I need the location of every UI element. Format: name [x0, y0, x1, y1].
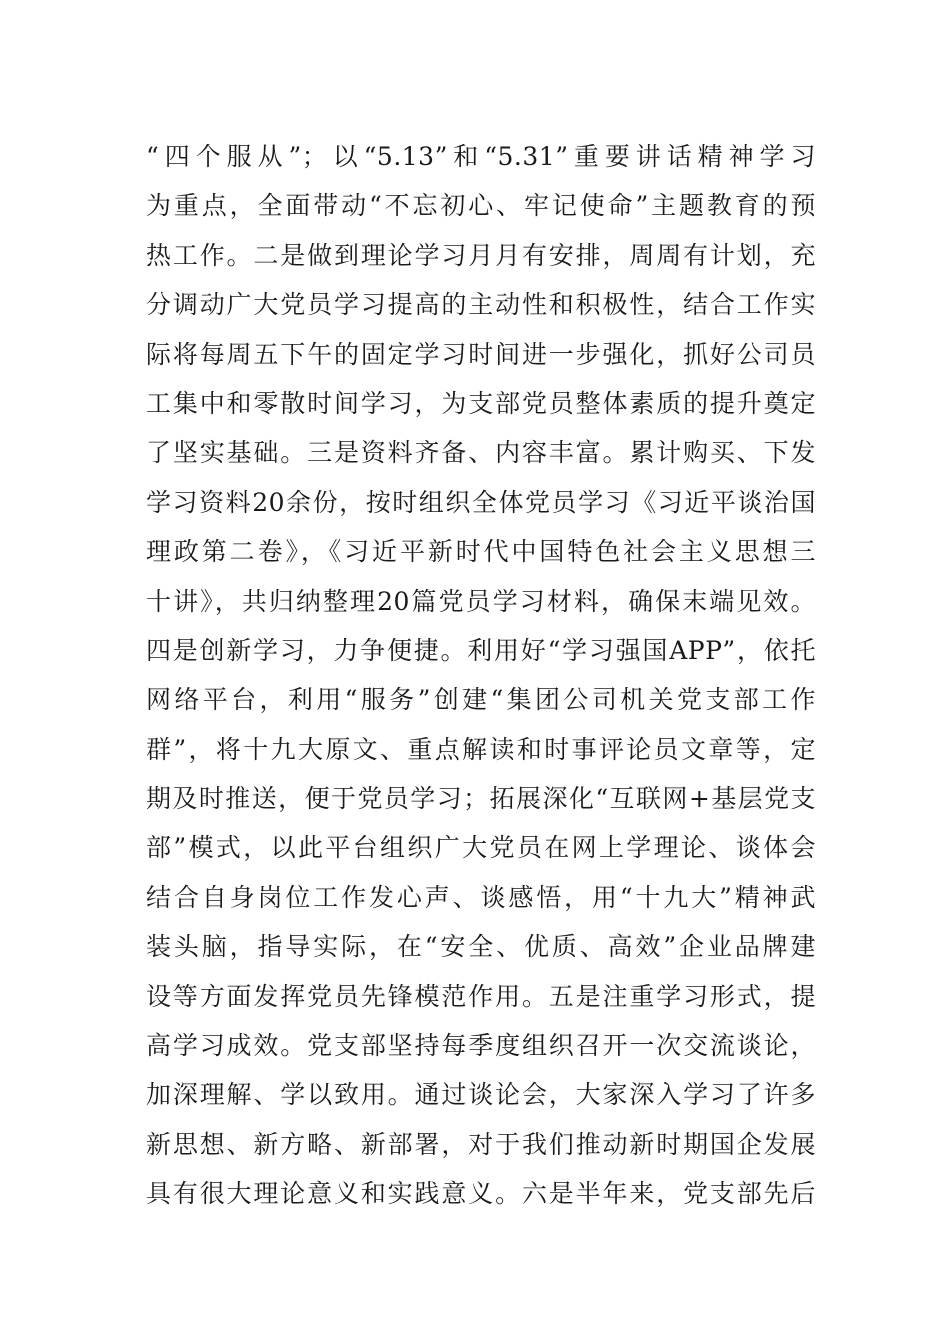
text-line: 具有很大理论意义和实践意义。六是半年来，党支部先后	[146, 1179, 816, 1209]
text-line: 四是创新学习，力争便捷。利用好“学习强国APP”，依托	[146, 635, 816, 665]
text-line: 学习资料20余份，按时组织全体党员学习《习近平谈治国	[146, 487, 816, 517]
text-line: 了坚实基础。三是资料齐备、内容丰富。累计购买、下发	[146, 438, 816, 468]
text-line: 为重点，全面带动“不忘初心、牢记使命”主题教育的预	[146, 191, 816, 221]
text-line: 部”模式，以此平台组织广大党员在网上学理论、谈体会	[146, 833, 816, 863]
text-line: 际将每周五下午的固定学习时间进一步强化，抓好公司员	[146, 339, 816, 369]
text-line: 加深理解、学以致用。通过谈论会，大家深入学习了许多	[146, 1080, 816, 1110]
text-line: “四个服从”；以“5.13”和“5.31”重要讲话精神学习	[146, 142, 816, 171]
text-line: 设等方面发挥党员先锋模范作用。五是注重学习形式，提	[146, 981, 816, 1011]
text-line: 热工作。二是做到理论学习月月有安排，周周有计划，充	[146, 240, 816, 270]
text-line: 工集中和零散时间学习，为支部党员整体素质的提升奠定	[146, 388, 816, 418]
text-line: 网络平台，利用“服务”创建“集团公司机关党支部工作	[146, 685, 816, 715]
text-line: 群”，将十九大原文、重点解读和时事评论员文章等，定	[146, 734, 816, 764]
text-line: 分调动广大党员学习提高的主动性和积极性，结合工作实	[146, 290, 816, 320]
text-line: 新思想、新方略、新部署，对于我们推动新时期国企发展	[146, 1129, 816, 1159]
body-text	[146, 132, 816, 1219]
text-line: 理政第二卷》，《习近平新时代中国特色社会主义思想三	[146, 537, 816, 567]
text-line: 装头脑，指导实际，在“安全、优质、高效”企业品牌建	[146, 932, 816, 962]
text-line: 结合自身岗位工作发心声、谈感悟，用“十九大”精神武	[146, 882, 816, 912]
text-line: 期及时推送，便于党员学习；拓展深化“互联网+基层党支	[146, 784, 816, 814]
text-line: 高学习成效。党支部坚持每季度组织召开一次交流谈论，	[146, 1031, 816, 1061]
text-line: 十讲》，共归纳整理20篇党员学习材料，确保末端见效。	[146, 586, 816, 616]
